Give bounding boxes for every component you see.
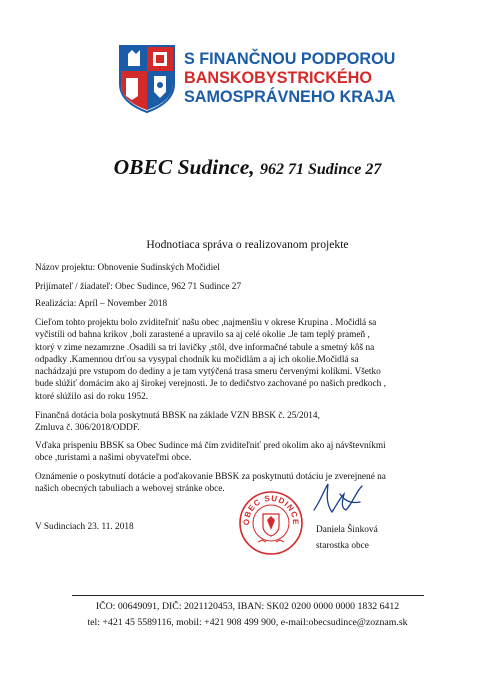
stamp-text: OBEC SUDINCE	[241, 493, 301, 526]
recipient: Prijímateľ / žiadateľ: Obec Sudince, 962 71 Sudince 27	[35, 282, 242, 292]
logo-line-2: BANSKOBYSTRICKÉHO	[184, 69, 372, 87]
footer-divider	[72, 595, 424, 596]
footer-contacts: tel: +421 45 5589116, mobil: +421 908 499 900, e-mail:obecsudince@zoznam.sk	[87, 617, 408, 628]
title-address: 962 71 Sudince 27	[260, 161, 382, 178]
text-line: Vďaka prispeniu BBSK sa Obec Sudince má čím zviditeľniť pred okolím ako aj návštevníkmi	[35, 441, 386, 451]
bbsk-logo	[118, 44, 395, 114]
text-line: odpadky .Kamennou drťou sa vysypal chodník ku močidlám a aj ich okolie.Močidlá sa	[35, 354, 359, 365]
handwritten-signature	[310, 480, 368, 520]
text-line: nachádzajú pre vstupom do dediny a je tam vytýčená trasa smeru červenými kolíkmi. Všetko	[35, 367, 381, 378]
official-stamp-icon	[238, 490, 304, 556]
signer-name: Daniela Šinková	[316, 525, 378, 535]
logo-line-3: SAMOSPRÁVNEHO KRAJA	[184, 88, 396, 106]
page-title	[0, 155, 495, 180]
text-line: Zmluva č. 306/2018/ODDF.	[35, 423, 140, 434]
logo-line-1: S FINANČNOU PODPOROU	[184, 50, 396, 68]
text-line: Cieľom tohto projektu bolo zviditeľniť našu obec ,najmenšiu v okrese Krupina . Močidlá sa	[35, 318, 377, 328]
text-line: Oznámenie o poskytnutí dotácie a poďakovanie BBSK za poskytnutú dotáciu je zverejnené na	[35, 472, 386, 482]
text-line: vyčistili od bahna krikov ,boli zarastené a upravilo sa aj celé okolie .Je tam teplý prameň ,	[35, 330, 370, 341]
realization: Realizácia: Apríl – November 2018	[35, 299, 168, 309]
text-line: ktoré slúžilo asi do roku 1952.	[35, 391, 149, 402]
text-line: Finančná dotácia bola poskytnutá BBSK na základe VZN BBSK č. 25/2014,	[35, 411, 320, 421]
signer-role: starostka obce	[316, 541, 369, 551]
place-and-date: V Sudinciach 23. 11. 2018	[35, 522, 134, 532]
text-line: bude slúžiť domácim ako aj širokej verejnosti. Je to dedičstvo zachované po našich predkoch ,	[35, 379, 386, 390]
text-line: našich obecných tabuliach a webovej stránke obce.	[35, 484, 225, 495]
project-name: Názov projektu: Obnovenie Sudinských Močidiel	[35, 263, 220, 273]
paragraph-thanks	[35, 440, 465, 465]
title-main: OBEC Sudince,	[113, 155, 255, 179]
text-line: ktorý v zime nezamrzne .Osadili sa tri lavičky ,stôl, dve informačné tabule a smetný kôš na	[35, 342, 375, 353]
paragraph-funding	[35, 410, 465, 435]
coat-of-arms-icon	[118, 44, 176, 114]
report-title: Hodnotiaca správa o realizovanom projekte	[146, 238, 349, 251]
text-line: obce ,turistami a našimi obyvateľmi obce.	[35, 453, 192, 464]
paragraph-purpose	[35, 317, 465, 403]
footer-ids: IČO: 00649091, DIČ: 2021120453, IBAN: SK02 0200 0000 0000 1832 6412	[95, 601, 400, 612]
